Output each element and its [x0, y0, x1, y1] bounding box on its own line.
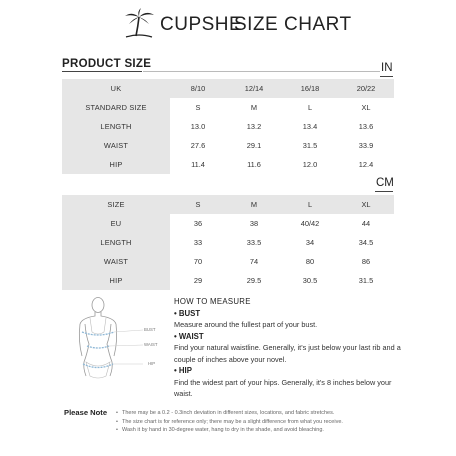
row-label: SIZE	[62, 195, 170, 214]
table-row	[62, 79, 394, 98]
row-label: LENGTH	[62, 233, 170, 252]
heading-underline	[62, 71, 142, 72]
page-title: SIZE CHART	[234, 14, 352, 35]
table-row	[62, 136, 394, 155]
product-size-heading: PRODUCT SIZE	[62, 58, 152, 70]
table-cell: 33.5	[246, 238, 262, 247]
table-cell: 12.4	[358, 160, 374, 169]
how-to-measure-section	[174, 296, 404, 400]
cm-unit-label: CM	[376, 177, 394, 189]
header-divider	[143, 71, 380, 72]
table-row	[62, 214, 394, 233]
bust-figure-label: BUST	[144, 327, 156, 332]
table-cell: 36	[193, 219, 203, 228]
brand-name: CUPSHE	[160, 14, 243, 35]
please-note-label: Please Note	[64, 408, 108, 417]
row-label: WAIST	[62, 252, 170, 271]
table-cell: 70	[193, 257, 203, 266]
table-cell: 34	[305, 238, 315, 247]
table-cell: 29	[193, 276, 203, 285]
cm-size-table	[62, 195, 394, 290]
table-row	[62, 252, 394, 271]
hip-figure-label: HIP	[148, 361, 156, 366]
bullet-icon: •	[174, 331, 179, 341]
table-row	[62, 271, 394, 290]
bullet-icon: •	[174, 308, 179, 318]
table-cell: 20/22	[338, 79, 394, 98]
table-row	[62, 117, 394, 136]
table-cell: 86	[361, 257, 371, 266]
table-cell: L	[282, 195, 338, 214]
table-cell: 11.4	[191, 160, 205, 169]
row-label: HIP	[62, 155, 170, 174]
table-cell: 74	[249, 257, 259, 266]
palm-tree-logo-icon	[122, 8, 156, 38]
note-list	[116, 409, 456, 435]
table-row	[62, 233, 394, 252]
bust-heading: • BUST	[174, 308, 201, 318]
list-item: • Wash it by hand in 30-degree water, hang to dry in the shade, and avoid bleaching.	[116, 427, 324, 434]
row-label: HIP	[62, 271, 170, 290]
how-to-measure-heading: HOW TO MEASURE	[174, 297, 251, 306]
waist-figure-label: WAIST	[144, 342, 158, 347]
table-cell: 13.2	[246, 122, 262, 131]
bullet-icon: •	[174, 366, 179, 375]
table-cell: 33	[193, 238, 203, 247]
row-label: UK	[62, 79, 170, 98]
table-cell: 8/10	[170, 79, 226, 98]
table-cell: M	[250, 103, 258, 112]
inch-unit-label: IN	[381, 62, 393, 74]
unit-underline	[375, 191, 393, 192]
table-cell: 29.1	[246, 141, 262, 150]
table-row	[62, 195, 394, 214]
row-label: WAIST	[62, 136, 170, 155]
hip-instructions: Find the widest part of your hips. Generally, it's 8 inches below your waist.	[174, 377, 392, 398]
table-cell: 38	[249, 219, 259, 228]
row-label: STANDARD SIZE	[62, 98, 170, 117]
table-cell: 30.5	[302, 276, 318, 285]
table-cell: 31.5	[358, 276, 374, 285]
table-cell: S	[195, 103, 201, 112]
bust-instructions: Measure around the fullest part of your bust.	[174, 320, 318, 329]
table-row	[62, 98, 394, 117]
table-cell: 27.6	[190, 141, 206, 150]
table-cell: 13.4	[302, 122, 318, 131]
table-cell: 80	[305, 257, 315, 266]
table-cell: 29.5	[246, 276, 262, 285]
list-item: • There may be a 0.2 - 0.3inch deviation in different sizes, locations, and fabric stretches.	[116, 410, 335, 416]
inch-size-table	[62, 79, 394, 174]
table-cell: XL	[361, 103, 371, 112]
table-cell: 33.9	[358, 141, 374, 150]
table-row	[62, 155, 394, 174]
waist-instructions: Find your natural waistline. Generally, it's just below your last rib and a couple of inches above your novel.	[174, 343, 401, 364]
row-label: EU	[62, 214, 170, 233]
waist-heading: • WAIST	[174, 331, 204, 341]
table-cell: 40/42	[300, 219, 320, 228]
table-cell: M	[226, 195, 282, 214]
table-cell: S	[170, 195, 226, 214]
hip-heading: • HIP	[174, 366, 192, 375]
bullet-icon: •	[116, 410, 118, 416]
bullet-icon: •	[116, 427, 118, 434]
table-cell: 11.6	[247, 160, 261, 169]
body-measurement-figure	[68, 296, 168, 406]
table-cell: 34.5	[358, 238, 374, 247]
table-cell: 12/14	[226, 79, 282, 98]
table-cell: 44	[361, 219, 371, 228]
unit-underline	[380, 76, 393, 77]
table-cell: 31.5	[302, 141, 318, 150]
row-label: LENGTH	[62, 117, 170, 136]
bullet-icon: •	[116, 418, 118, 425]
table-cell: XL	[338, 195, 394, 214]
table-cell: 12.0	[302, 160, 318, 169]
table-cell: 13.6	[358, 122, 374, 131]
list-item: • The size chart is for reference only; there may be a slight difference from what you receive.	[116, 418, 343, 425]
table-cell: 16/18	[282, 79, 338, 98]
table-cell: L	[307, 103, 313, 112]
table-cell: 13.0	[190, 122, 206, 131]
